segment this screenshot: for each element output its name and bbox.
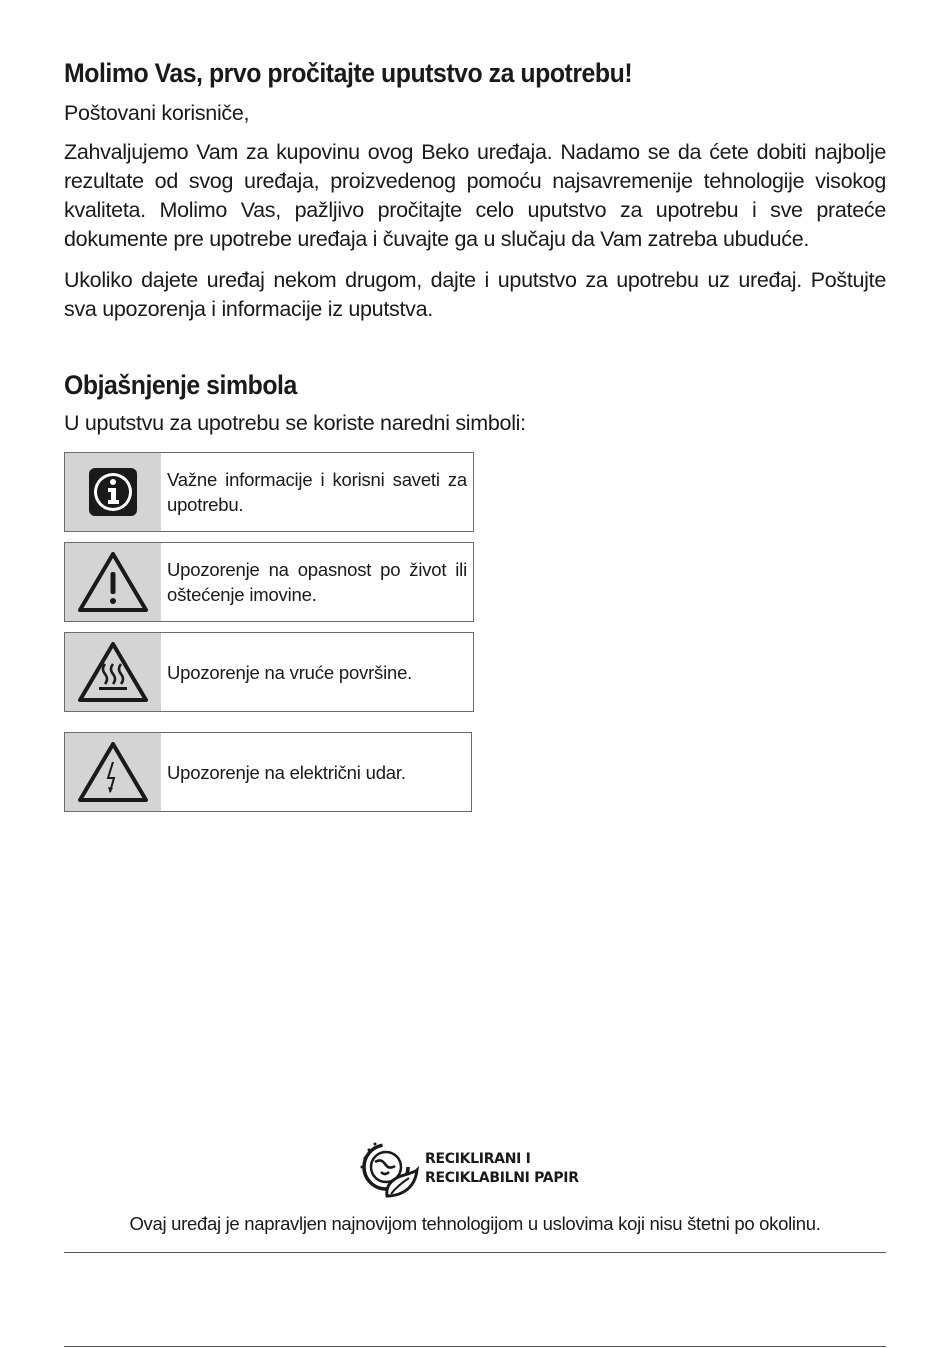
symbol-row-hot-surface [64, 632, 474, 712]
electric-shock-icon [65, 733, 161, 811]
recycled-paper-label-line1: RECIKLIRANI I [425, 1151, 531, 1167]
symbols-title: Objašnjenje simbola [64, 370, 297, 400]
recycled-paper-label-line2: RECIKLABILNI PAPIR [425, 1170, 579, 1186]
bottom-divider [64, 1346, 886, 1347]
footer-text: Ovaj uređaj je napravljen najnovijom tehnologijom u uslovima koji nisu štetni po okolinu. [129, 1213, 821, 1234]
intro-paragraph-2: Ukoliko dajete uređaj nekom drugom, dajte i uputstvo za upotrebu uz uređaj. Poštujte sva upozorenja i informacije iz uputstva. [64, 268, 886, 321]
recycled-paper-label [425, 1150, 579, 1188]
symbol-row-electric-shock [64, 732, 472, 812]
symbol-row-warning [64, 542, 474, 622]
symbol-text-info: Važne informacije i korisni saveti za upotrebu. [167, 469, 467, 515]
symbols-subtitle: U uputstvu za upotrebu se koriste naredni simboli: [64, 411, 526, 435]
symbol-text-warning: Upozorenje na opasnost po život ili oštećenje imovine. [167, 559, 467, 605]
symbol-text-electric-shock: Upozorenje na električni udar. [167, 761, 406, 783]
symbol-row-info [64, 452, 474, 532]
page-content [64, 58, 886, 822]
warning-icon [65, 543, 161, 621]
hot-surface-icon [65, 633, 161, 711]
recycled-paper-logo [357, 1136, 579, 1202]
recycle-globe-leaf-icon [357, 1136, 419, 1202]
symbol-list [64, 452, 886, 812]
footer-divider [64, 1252, 886, 1253]
info-icon [65, 453, 161, 531]
symbol-text-hot-surface: Upozorenje na vruće površine. [167, 661, 413, 683]
intro-paragraph-1: Zahvaljujemo Vam za kupovinu ovog Beko uređaja. Nadamo se da ćete dobiti najbolje rezultate od svog uređaja, proizvedenog pomoću najsavremenije tehnologije visokog kvaliteta. Molimo Vas, pažljivo pročitajte celo uputstvo za upotrebu i sve prateće dokumente pre upotrebe uređaja i čuvajte ga u slučaju da Vam zatreba ubuduće. [64, 140, 886, 251]
salutation: Poštovani korisniče, [64, 101, 250, 125]
page-title: Molimo Vas, prvo pročitajte uputstvo za upotrebu! [64, 58, 633, 88]
